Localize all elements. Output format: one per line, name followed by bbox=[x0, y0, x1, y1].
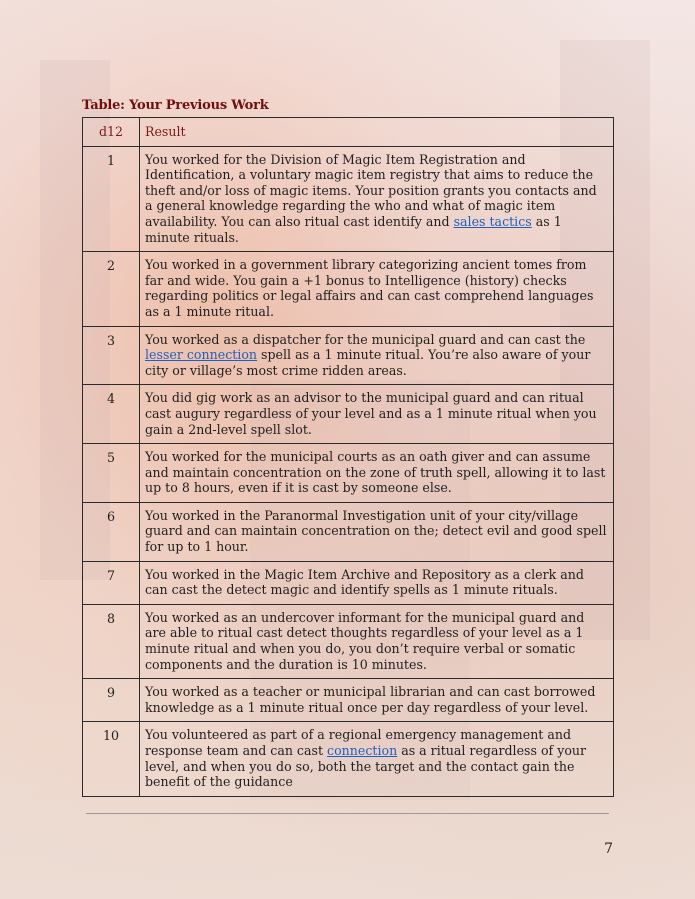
result-text: You worked as a teacher or municipal librarian and can cast borrowed knowledge as a 1 minute ritual once per day regardless of your level. bbox=[145, 684, 596, 715]
result-text: You worked for the municipal courts as an oath giver and can assume and maintain concentration on the zone of truth spell, allowing it to last up to 8 hours, even if it is cast by someone else. bbox=[145, 449, 606, 496]
row-result bbox=[140, 722, 614, 796]
result-text: as 1 minute rituals. bbox=[145, 213, 562, 245]
table-header-row bbox=[83, 118, 614, 147]
result-text: You volunteered as part of a regional emergency management and response team and can cast bbox=[145, 727, 572, 758]
page-number: 7 bbox=[604, 841, 613, 857]
table-row bbox=[83, 146, 614, 252]
row-die-value: 10 bbox=[83, 722, 140, 796]
row-die-value: 1 bbox=[83, 146, 140, 252]
table-row bbox=[83, 722, 614, 796]
result-text: You worked in the Paranormal Investigation unit of your city/village guard and can maintain concentration on the; detect evil and good spell for up to 1 hour. bbox=[145, 507, 607, 555]
table-row bbox=[83, 252, 614, 326]
table-row bbox=[83, 561, 614, 604]
table-row bbox=[83, 326, 614, 385]
table-title: Table: Your Previous Work bbox=[82, 98, 269, 113]
row-result bbox=[140, 146, 614, 252]
row-die-value: 3 bbox=[83, 326, 140, 385]
row-result bbox=[140, 502, 614, 561]
result-text: You worked as an undercover informant for the municipal guard and are able to ritual cast detect thoughts regardless of your level as a 1 minute ritual and when you do, you don’t require verbal or somatic components and the duration is 10 minutes. bbox=[145, 609, 585, 672]
header-result: Result bbox=[140, 118, 614, 147]
header-die: d12 bbox=[83, 118, 140, 147]
table-row bbox=[83, 444, 614, 503]
row-die-value: 8 bbox=[83, 604, 140, 678]
table-row bbox=[83, 385, 614, 444]
result-text: You did gig work as an advisor to the municipal guard and can ritual cast augury regardless of your level and as a 1 minute ritual when you gain a 2nd-level spell slot. bbox=[145, 390, 597, 437]
row-die-value: 6 bbox=[83, 502, 140, 561]
row-die-value: 2 bbox=[83, 252, 140, 326]
row-result bbox=[140, 561, 614, 604]
row-die-value: 7 bbox=[83, 561, 140, 604]
previous-work-table bbox=[82, 117, 614, 797]
result-text: You worked in a government library categorizing ancient tomes from far and wide. You gain a +1 bonus to Intelligence (history) checks regarding politics or legal affairs and can cast comprehend languages as a 1 minute ritual. bbox=[145, 257, 594, 319]
table-row bbox=[83, 604, 614, 678]
result-text: You worked in the Magic Item Archive and Repository as a clerk and can cast the detect magic and identify spells as 1 minute rituals. bbox=[145, 566, 584, 598]
spell-link[interactable]: sales tactics bbox=[453, 213, 532, 229]
result-text: as a ritual regardless of your level, and when you do so, both the target and the contact gain the benefit of the guidance bbox=[145, 743, 587, 790]
spell-link[interactable]: lesser connection bbox=[145, 347, 258, 363]
table-row bbox=[83, 679, 614, 722]
row-result bbox=[140, 679, 614, 722]
row-result bbox=[140, 326, 614, 385]
result-text: You worked as a dispatcher for the municipal guard and can cast the bbox=[145, 331, 586, 347]
row-result bbox=[140, 444, 614, 503]
result-text: spell as a 1 minute ritual. You’re also aware of your city or village’s most crime ridden areas. bbox=[145, 347, 591, 378]
footer-divider bbox=[86, 813, 609, 814]
spell-link[interactable]: connection bbox=[327, 743, 398, 758]
row-result bbox=[140, 252, 614, 326]
row-die-value: 9 bbox=[83, 679, 140, 722]
row-result bbox=[140, 385, 614, 444]
row-die-value: 4 bbox=[83, 385, 140, 444]
result-text: You worked for the Division of Magic Item Registration and Identification, a voluntary magic item registry that aims to reduce the theft and/or loss of magic items. Your position grants you contacts and a general knowledge regarding the who and what of magic item availability. You can also ritual cast identify and bbox=[145, 151, 597, 229]
table-row bbox=[83, 502, 614, 561]
row-result bbox=[140, 604, 614, 678]
row-die-value: 5 bbox=[83, 444, 140, 503]
